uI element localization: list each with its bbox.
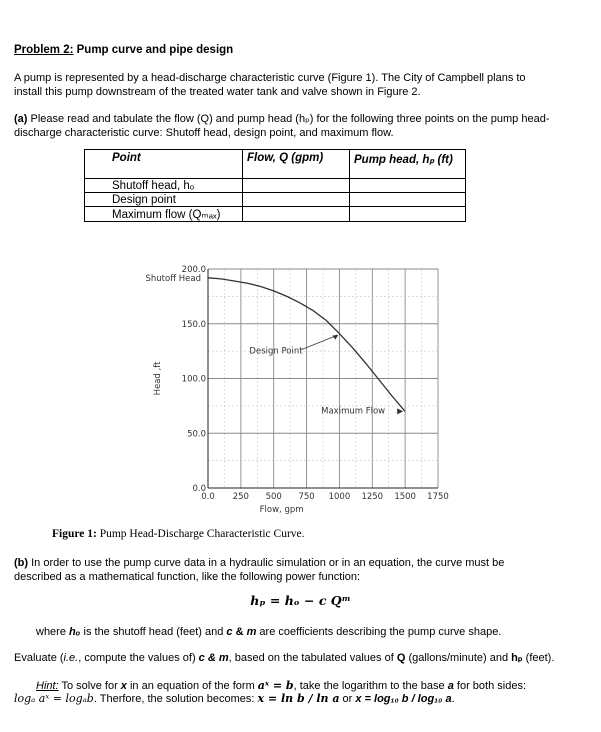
evaluate-mid2: , based on the tabulated values of	[228, 652, 397, 664]
table-row	[85, 179, 466, 193]
row-label-maxflow: Maximum flow (Qₘₐₓ)	[85, 207, 243, 222]
where-post: are coefficients describing the pump curve shape.	[256, 626, 502, 638]
x-tick-label: 500	[265, 492, 282, 502]
problem-label: Problem 2:	[14, 44, 74, 56]
table-header-row	[85, 150, 466, 179]
hint-line2b: . Therfore, the solution becomes:	[93, 693, 258, 705]
intro-line-2: install this pump downstream of the treated water tank and valve shown in Figure 2.	[14, 86, 421, 98]
cell-flow-design	[243, 193, 350, 207]
annotation-shutoff-head: Shutoff Head	[145, 273, 201, 284]
intro-line-1: A pump is represented by a head-discharge characteristic curve (Figure 1). The City of Campbell plans to	[14, 72, 526, 84]
cell-head-maxflow	[350, 207, 466, 222]
where-paragraph	[36, 625, 601, 639]
evaluate-post: (feet).	[522, 652, 555, 664]
hint-t1: To solve for	[58, 680, 121, 692]
evaluate-pre: Evaluate (	[14, 652, 64, 664]
part-b-line-2: described as a mathematical function, like the following power function:	[14, 571, 361, 583]
y-axis-label: Head ,ft	[153, 361, 163, 396]
evaluate-cm: c & m	[198, 652, 229, 664]
where-amp: &	[232, 626, 247, 638]
hint-solution-log10: x = log₁₀ b / log₁₀ a	[355, 693, 452, 705]
hint-label: Hint:	[36, 680, 59, 692]
where-m: m	[246, 626, 257, 638]
annotation-maximum-flow: Maximum Flow	[321, 406, 386, 417]
chart-grid	[208, 269, 438, 488]
table-row	[85, 207, 466, 222]
x-axis-label: Flow, gpm	[259, 505, 304, 515]
hint-a: a	[447, 680, 454, 692]
power-function-equation: hₚ = hₒ − c Qᵐ	[250, 593, 351, 608]
hint-or: or	[339, 693, 356, 705]
figure-caption	[52, 528, 305, 540]
chart-annotations	[146, 274, 404, 417]
hint-end: .	[451, 693, 455, 705]
x-tick-label: 1500	[394, 492, 416, 502]
x-tick-label: 1000	[328, 492, 351, 502]
part-a-paragraph	[14, 112, 589, 140]
pump-curve-chart	[130, 250, 460, 522]
cell-flow-maxflow	[243, 207, 350, 222]
part-a-line-1: Please read and tabulate the flow (Q) and pump head (hₚ) for the following three points on the pump head-	[27, 113, 550, 125]
part-b-paragraph	[14, 556, 589, 584]
header-pump-head: Pump head, hₚ (ft)	[350, 150, 466, 179]
hint-line-1	[36, 679, 601, 693]
cell-flow-shutoff	[243, 179, 350, 193]
hint-t3: , take the logarithm to the base	[293, 680, 448, 692]
x-tick-label: 750	[298, 492, 315, 502]
evaluate-hp: hₚ	[511, 652, 523, 664]
x-tick-label: 0.0	[201, 492, 215, 502]
evaluate-mid3: (gallons/minute) and	[405, 652, 512, 664]
row-label-design: Design point	[85, 193, 243, 207]
evaluate-mid1: , compute the values of)	[78, 652, 199, 664]
header-point: Point	[85, 150, 243, 179]
problem-title: Pump curve and pipe design	[73, 44, 234, 56]
hint-solution-ln: x = ln b / ln a	[257, 692, 340, 705]
hint-log-form: logₐ aˣ = logₐb	[14, 692, 94, 705]
cell-head-design	[350, 193, 466, 207]
chart-ticks	[182, 265, 449, 502]
part-a-label: (a)	[14, 113, 28, 125]
annotation-design-point: Design Point	[249, 346, 303, 357]
hint-x: x	[120, 680, 127, 692]
maximum-flow-arrow	[397, 408, 403, 414]
where-c: c	[226, 626, 233, 638]
y-tick-label: 200.0	[181, 265, 206, 275]
evaluate-ie: i.e.	[63, 652, 79, 664]
y-tick-label: 150.0	[181, 319, 206, 330]
table-row	[85, 193, 466, 207]
problem-heading	[14, 44, 233, 56]
x-tick-label: 1750	[427, 492, 449, 502]
evaluate-q: Q	[396, 652, 406, 664]
y-tick-label: 50.0	[187, 429, 206, 440]
intro-paragraph	[14, 71, 589, 99]
part-a-line-2: discharge characteristic curve: Shutoff head, design point, and maximum flow.	[14, 127, 394, 139]
row-label-shutoff: Shutoff head, hₒ	[85, 179, 243, 193]
y-tick-label: 100.0	[181, 374, 206, 385]
caption-label: Figure 1:	[52, 528, 97, 540]
caption-text: Pump Head-Discharge Characteristic Curve.	[96, 528, 305, 540]
evaluate-paragraph	[14, 651, 589, 665]
cell-head-shutoff	[350, 179, 466, 193]
part-b-line-1: In order to use the pump curve data in a hydraulic simulation or in an equation, the curve must be	[28, 557, 505, 569]
where-ho: hₒ	[69, 626, 81, 638]
hint-form: aˣ = b	[257, 679, 294, 692]
y-tick-label: 0.0	[192, 484, 206, 494]
where-mid: is the shutoff head (feet) and	[80, 626, 227, 638]
x-tick-label: 250	[232, 492, 249, 502]
points-table	[84, 149, 466, 222]
hint-line-2	[14, 692, 589, 706]
part-b-label: (b)	[14, 557, 29, 569]
header-flow: Flow, Q (gpm)	[243, 150, 350, 179]
hint-t2: in an equation of the form	[126, 680, 258, 692]
x-tick-label: 1250	[361, 492, 384, 502]
hint-t4: for both sides:	[453, 680, 526, 692]
where-pre: where	[36, 626, 70, 638]
